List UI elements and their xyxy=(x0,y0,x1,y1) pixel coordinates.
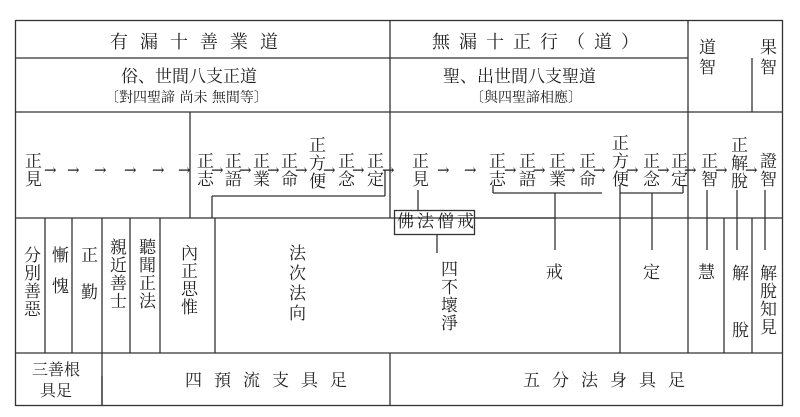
chain-right-zheng-ding: 正定 xyxy=(667,152,687,188)
label-jie-precepts: 戒 xyxy=(546,263,563,283)
arrow: → xyxy=(178,161,191,179)
faith-buddha: 佛 xyxy=(397,212,417,232)
chain-right-zheng-jie-tuo: 正解脫 xyxy=(727,136,747,190)
right-title: 無漏十正行（道） xyxy=(432,32,648,53)
arrow: → xyxy=(382,161,395,179)
right-subtitle: 聖、出世間八支聖道 xyxy=(443,67,596,87)
arrow: → xyxy=(44,161,57,179)
factor-ting-wen-zheng-fa: 聽聞正法 xyxy=(135,238,155,310)
arrow: → xyxy=(267,161,280,179)
arrow: → xyxy=(657,161,670,179)
arrow: → xyxy=(715,161,728,179)
right-subtitle-note: 〔與四聖諦相應〕 xyxy=(470,90,582,106)
arrow: → xyxy=(504,161,517,179)
factor-fa-ci-fa-xiang: 法次法向 xyxy=(285,244,305,324)
chain-left-zheng-zhi: 正志 xyxy=(193,152,213,188)
arrow: → xyxy=(239,161,252,179)
arrow: → xyxy=(464,161,477,179)
chain-left-zheng-nian: 正念 xyxy=(334,152,354,188)
label-ding-concentration: 定 xyxy=(643,263,660,283)
arrow: → xyxy=(745,161,758,179)
label-jie-tuo: 解脫 xyxy=(728,264,748,378)
arrow: → xyxy=(124,161,137,179)
left-title: 有漏十善業道 xyxy=(110,32,290,53)
arrow: → xyxy=(152,161,165,179)
footer-root-line1: 三善根 xyxy=(32,360,81,379)
label-jie-tuo-zhi-jian: 解脫知見 xyxy=(756,264,776,336)
chain-left-zheng-ye: 正業 xyxy=(249,152,269,188)
arrow: → xyxy=(295,161,308,179)
arrow: → xyxy=(94,161,107,179)
arrow: → xyxy=(593,161,606,179)
chain-right-zheng-yu: 正語 xyxy=(515,152,535,188)
faith-sangha: 僧 xyxy=(437,212,457,232)
chain-left-zheng-yu: 正語 xyxy=(221,152,241,188)
left-subtitle: 俗、世間八支正道 xyxy=(121,67,257,87)
factor-can-kui: 慚愧 xyxy=(48,246,68,308)
label-hui-wisdom: 慧 xyxy=(698,263,715,283)
arrow: → xyxy=(533,161,546,179)
chain-right-zheng-ye: 正業 xyxy=(545,152,565,188)
chain-right-zheng-zhi-realized: 證智 xyxy=(756,152,776,188)
chain-right-zheng-nian: 正念 xyxy=(639,152,659,188)
arrow: → xyxy=(684,161,697,179)
factor-fen-bie-shan-e: 分別善惡 xyxy=(20,246,40,318)
left-subtitle-note: 〔對四聖諦 尚未 無間等〕 xyxy=(105,90,268,106)
footer-right: 五分法身具足 xyxy=(523,371,697,391)
chain-right-zheng-jian: 正見 xyxy=(408,152,428,188)
arrow: → xyxy=(626,161,639,179)
chain-left-zheng-ding: 正定 xyxy=(363,152,383,188)
dao-zhi-label: 道智 xyxy=(699,38,716,78)
four-faith-labels xyxy=(397,214,477,231)
chain-right-zheng-zhi: 正志 xyxy=(485,152,505,188)
arrow: → xyxy=(211,161,224,179)
arrow: → xyxy=(67,161,80,179)
factor-zheng-qin: 正勤 xyxy=(77,246,97,320)
factor-nei-zheng-si-wei: 內正思惟 xyxy=(177,244,197,316)
footer-left: 四預流支具足 xyxy=(185,371,359,391)
chain-right-zheng-zhi-wisdom: 正智 xyxy=(697,152,717,188)
arrow: → xyxy=(437,161,450,179)
footer-root-line2: 具足 xyxy=(40,381,73,400)
faith-dharma: 法 xyxy=(417,212,437,232)
chain-left-zheng-jian: 正見 xyxy=(21,152,41,188)
chain-right-zheng-ming: 正命 xyxy=(575,152,595,188)
chain-right-zheng-fang-bian: 正方便 xyxy=(608,134,628,188)
factor-qin-jin-shan-shi: 親近善士 xyxy=(106,238,126,310)
arrow: → xyxy=(352,161,365,179)
faith-precepts: 戒 xyxy=(457,212,477,232)
arrow: → xyxy=(563,161,576,179)
chain-left-zheng-fang-bian: 正方便 xyxy=(305,136,325,190)
guo-zhi-label: 果智 xyxy=(760,38,777,78)
chain-left-zheng-ming: 正命 xyxy=(277,152,297,188)
si-bu-huai-jing: 四不壞淨 xyxy=(437,260,457,332)
arrow: → xyxy=(323,161,336,179)
